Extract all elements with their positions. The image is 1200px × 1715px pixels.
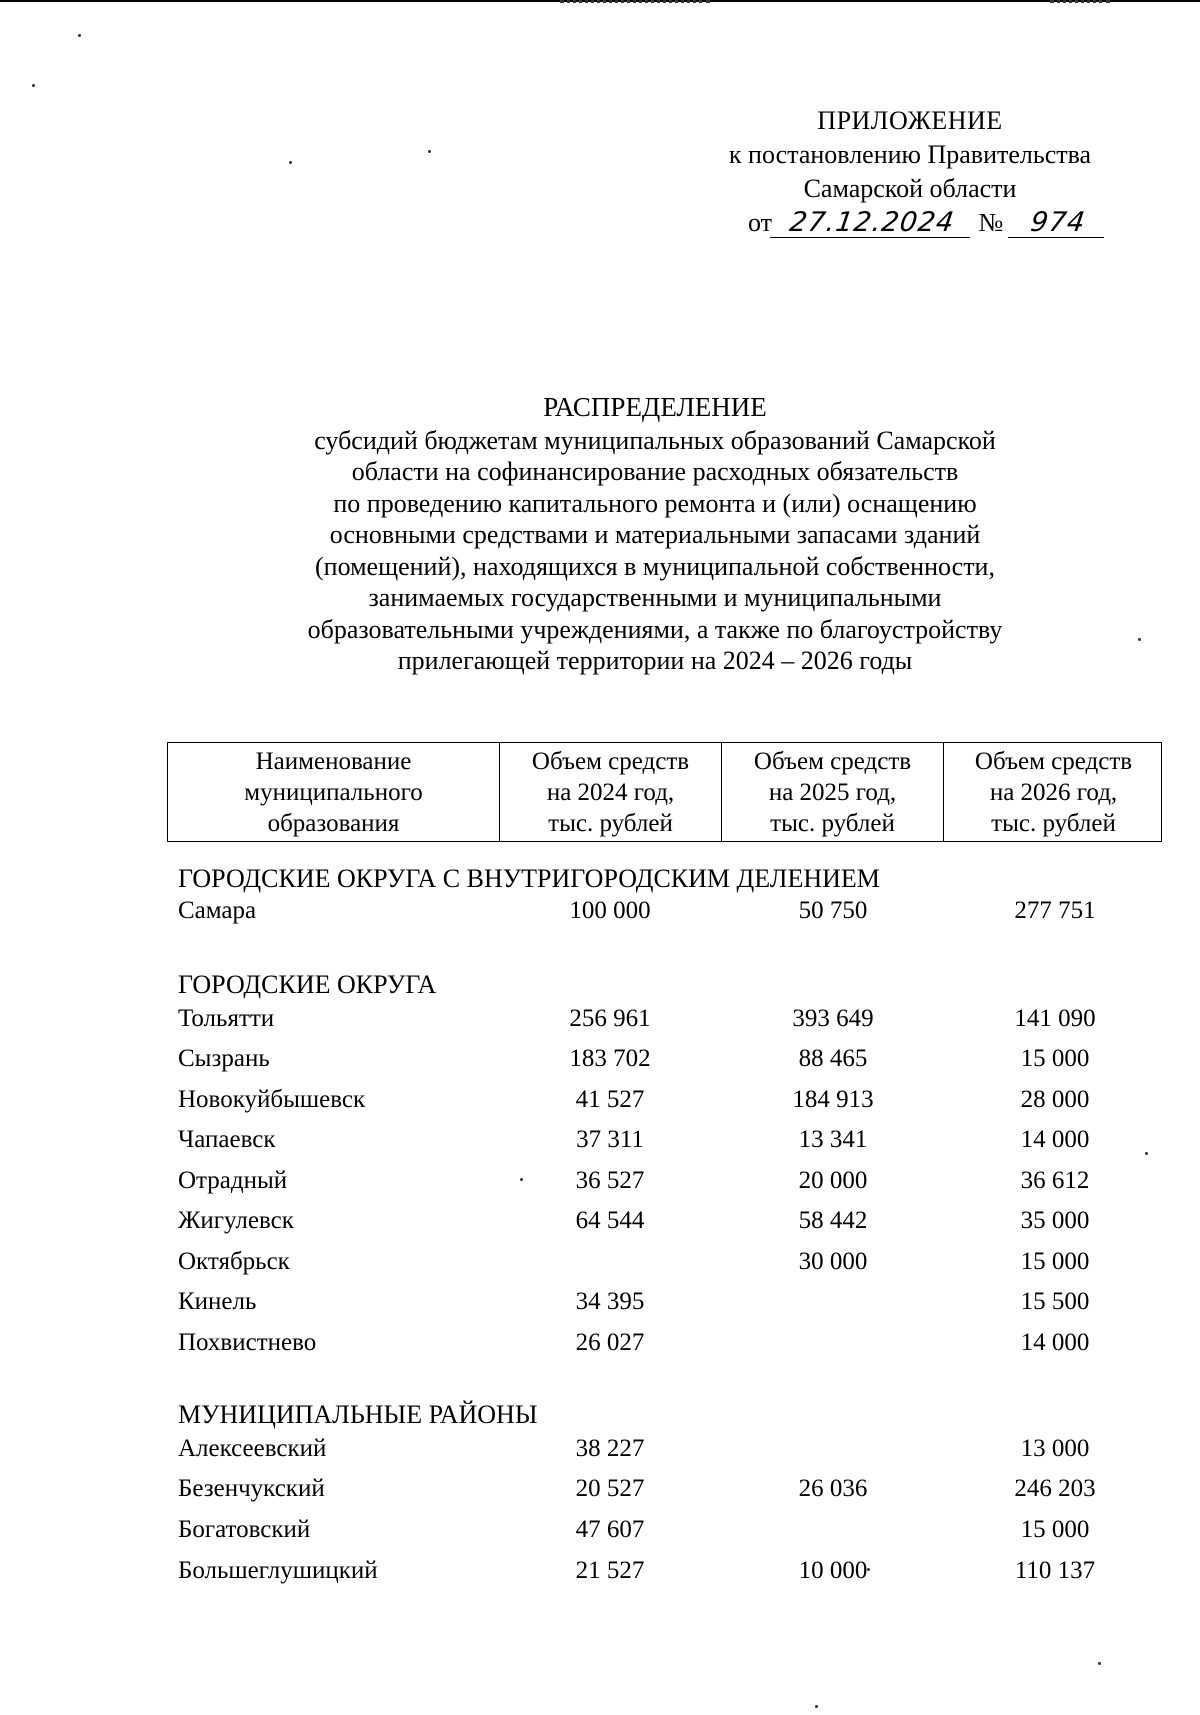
title-line: области на софинансирование расходных обязательств	[351, 457, 959, 486]
row-name: Большеглушицкий	[178, 1557, 378, 1584]
row-value-2025: 20 000	[798, 1167, 868, 1194]
header-2025-column	[722, 743, 944, 841]
table-row	[0, 1005, 1200, 1039]
row-value-2025: 58 442	[798, 1207, 868, 1234]
section-title: ГОРОДСКИЕ ОКРУГА С ВНУТРИГОРОДСКИМ ДЕЛЕНИЕМ	[178, 864, 880, 893]
row-value-2024: 183 702	[569, 1045, 651, 1072]
row-value-2026: 15 500	[1020, 1288, 1090, 1315]
row-value-2025: 10 000	[798, 1557, 868, 1584]
header-text: тыс. рублей	[991, 810, 1116, 837]
row-name: Сызрань	[178, 1045, 270, 1072]
row-value-2026: 15 000	[1020, 1516, 1090, 1543]
header-text: образования	[267, 810, 400, 837]
row-value-2026: 14 000	[1020, 1126, 1090, 1153]
row-value-2024: 38 227	[575, 1435, 645, 1462]
row-name: Безенчукский	[178, 1475, 325, 1502]
document-heading: РАСПРЕДЕЛЕНИЕ	[543, 392, 767, 422]
table-row	[0, 897, 1200, 931]
title-line: основными средствами и материальными запасами зданий	[329, 520, 981, 549]
row-value-2025: 88 465	[798, 1045, 868, 1072]
row-value-2025: 184 913	[792, 1086, 874, 1113]
row-value-2026: 13 000	[1020, 1435, 1090, 1462]
header-text: на 2026 год,	[989, 779, 1118, 806]
table-header	[167, 742, 1162, 842]
table-row	[0, 1435, 1200, 1469]
scan-speck	[32, 84, 35, 87]
row-name: Октябрьск	[178, 1248, 290, 1275]
row-value-2024: 34 395	[575, 1288, 645, 1315]
header-2024-column	[500, 743, 722, 841]
appendix-line: Самарской области	[803, 174, 1017, 203]
header-text: на 2024 год,	[546, 779, 675, 806]
header-2026-column	[944, 743, 1163, 841]
row-value-2025: 30 000	[798, 1248, 868, 1275]
scan-speck	[815, 1705, 818, 1708]
header-text: Объем средств	[974, 748, 1133, 775]
row-name: Алексеевский	[178, 1435, 327, 1462]
appendix-date-line	[690, 206, 1130, 240]
row-value-2024: 21 527	[575, 1557, 645, 1584]
table-row	[0, 1516, 1200, 1550]
row-value-2024: 20 527	[575, 1475, 645, 1502]
date-prefix: от	[748, 208, 773, 237]
row-value-2026: 14 000	[1020, 1329, 1090, 1356]
title-line: субсидий бюджетам муниципальных образований Самарской	[314, 425, 996, 455]
row-value-2026: 35 000	[1020, 1207, 1090, 1234]
scan-speck	[428, 150, 431, 153]
header-name-column	[168, 743, 500, 841]
table-row	[0, 1557, 1200, 1591]
row-value-2026: 36 612	[1020, 1167, 1090, 1194]
appendix-block	[690, 104, 1130, 240]
row-name: Богатовский	[178, 1516, 311, 1543]
row-value-2025: 13 341	[798, 1126, 868, 1153]
row-name: Отрадный	[178, 1167, 288, 1194]
table-row	[0, 1248, 1200, 1282]
header-text: на 2025 год,	[768, 779, 897, 806]
scan-speck	[78, 34, 81, 37]
table-row	[0, 1167, 1200, 1201]
header-text: Объем средств	[531, 748, 690, 775]
scan-speck	[1098, 1662, 1101, 1665]
row-value-2026: 28 000	[1020, 1086, 1090, 1113]
table-row	[0, 1207, 1200, 1241]
header-text: муниципального	[244, 779, 423, 806]
row-value-2024: 64 544	[575, 1207, 645, 1234]
header-text: тыс. рублей	[770, 810, 895, 837]
row-value-2024: 256 961	[569, 1005, 651, 1032]
title-line: по проведению капитального ремонта и (или) оснащению	[333, 488, 977, 518]
row-value-2025: 393 649	[792, 1005, 874, 1032]
row-name: Новокуйбышевск	[178, 1086, 366, 1113]
scan-speck	[289, 161, 292, 164]
row-value-2024: 41 527	[575, 1086, 645, 1113]
handwritten-number: 974	[1008, 209, 1108, 238]
row-name: Кинель	[178, 1288, 257, 1315]
row-name: Тольятти	[178, 1005, 275, 1032]
table-row	[0, 1329, 1200, 1363]
row-value-2024: 100 000	[569, 897, 651, 924]
row-value-2026: 110 137	[1014, 1557, 1096, 1584]
handwritten-date: 27.12.2024	[770, 209, 974, 238]
table-row	[0, 1126, 1200, 1160]
row-name: Жигулевск	[178, 1207, 294, 1234]
number-prefix: №	[978, 208, 1004, 237]
row-value-2026: 15 000	[1020, 1045, 1090, 1072]
title-line: (помещений), находящихся в муниципальной собственности,	[315, 551, 995, 581]
scan-edge-artifact	[560, 0, 710, 6]
row-name: Похвистнево	[178, 1329, 317, 1356]
section-title: ГОРОДСКИЕ ОКРУГА	[178, 970, 437, 999]
scan-edge-artifact	[1050, 0, 1110, 6]
appendix-line: к постановлению Правительства	[728, 140, 1092, 169]
header-text: тыс. рублей	[548, 810, 673, 837]
row-value-2026: 277 751	[1014, 897, 1096, 924]
title-line: занимаемых государственными и муниципальными	[368, 583, 942, 612]
row-value-2024: 36 527	[575, 1167, 645, 1194]
row-value-2025: 50 750	[798, 897, 868, 924]
row-value-2026: 15 000	[1020, 1248, 1090, 1275]
section-title: МУНИЦИПАЛЬНЫЕ РАЙОНЫ	[178, 1400, 538, 1429]
title-line: образовательными учреждениями, а также по благоустройству	[307, 614, 1003, 644]
row-name: Самара	[178, 897, 257, 924]
header-text: Наименование	[255, 748, 412, 775]
table-row	[0, 1288, 1200, 1322]
table-row	[0, 1045, 1200, 1079]
header-text: Объем средств	[753, 748, 912, 775]
row-value-2026: 141 090	[1014, 1005, 1096, 1032]
row-value-2026: 246 203	[1014, 1475, 1096, 1502]
title-line: прилегающей территории на 2024 – 2026 годы	[397, 646, 913, 675]
row-value-2025: 26 036	[798, 1475, 868, 1502]
table-row	[0, 1475, 1200, 1509]
row-name: Чапаевск	[178, 1126, 276, 1153]
table-row	[0, 1086, 1200, 1120]
row-value-2024: 26 027	[575, 1329, 645, 1356]
row-value-2024: 37 311	[576, 1126, 644, 1153]
document-title	[200, 392, 1110, 677]
row-value-2024: 47 607	[575, 1516, 645, 1543]
scan-speck	[1138, 638, 1141, 641]
appendix-title: ПРИЛОЖЕНИЕ	[817, 106, 1003, 135]
